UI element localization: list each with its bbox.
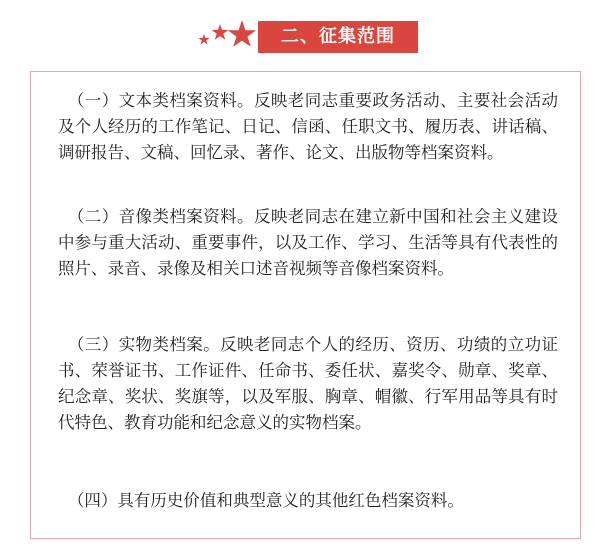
medium-star-icon bbox=[212, 24, 229, 40]
text-archive-item: （一）文本类档案资料。反映老同志重要政务活动、主要社会活动及个人经历的工作笔记、日记、信函、任职文书、履历表、讲话稿、调研报告、文稿、回忆录、著作、论文、出版物等档案资料。 bbox=[58, 91, 558, 162]
section-header bbox=[196, 17, 418, 57]
small-star-icon bbox=[198, 34, 209, 45]
physical-archive-item: （三）实物类档案。反映老同志个人的经历、资历、功绩的立功证书、荣誉证书、工作证件、任命书、委任状、嘉奖令、勋章、奖章、纪念章、奖状、奖旗等，以及军服、胸章、帽徽、行军用品等具有时代特色、教育功能和纪念意义的实物档案。 bbox=[58, 335, 558, 432]
audio-video-archive-item: （二）音像类档案资料。反映老同志在建立新中国和社会主义建设中参与重大活动、重要事件，以及工作、学习、生活等具有代表性的照片、录音、录像及相关口述音视频等音像档案资料。 bbox=[58, 207, 558, 278]
large-star-icon bbox=[228, 20, 256, 47]
section-title: 二、征集范围 bbox=[258, 21, 418, 53]
other-archive-item: （四）具有历史价值和典型意义的其他红色档案资料。 bbox=[67, 491, 464, 510]
stars-icon bbox=[196, 17, 260, 57]
